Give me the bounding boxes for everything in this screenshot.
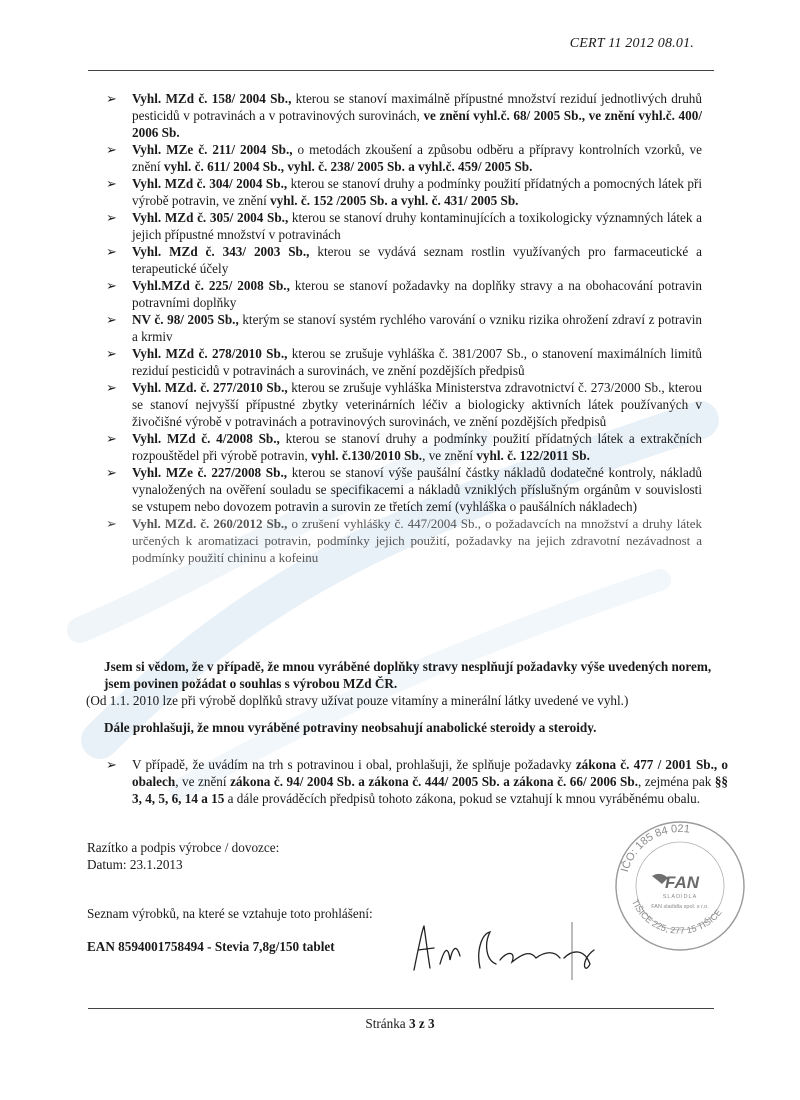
arrow-bullet-icon: ➢: [106, 312, 117, 327]
company-stamp-icon: [612, 818, 748, 954]
packaging-sections: §§ 3, 4, 5, 6, 14 a 15: [132, 774, 728, 806]
product-ean-line: EAN 8594001758494 - Stevia 7,8g/150 tablet: [87, 939, 335, 954]
regulation-text: kterým se stanoví systém rychlého varování o vzniku rizika ohrožení zdraví z potravin a krmiv: [132, 312, 703, 344]
regulation-text: kterou se stanoví druhy a podmínky použití přídatných a pomocných látek při výrobě potravin, ve znění: [132, 176, 702, 208]
header-divider: [88, 70, 714, 71]
arrow-bullet-icon: ➢: [106, 516, 117, 531]
regulation-reference: Vyhl. MZd. č. 260/2012 Sb.,: [132, 516, 288, 531]
regulation-item: [106, 464, 702, 515]
signature-icon: [404, 920, 604, 980]
regulation-text: kterou se stanoví druhy kontaminujících a toxikologicky významných látek a jejich přípustné množství v potravinách: [132, 210, 702, 242]
arrow-bullet-icon: ➢: [106, 757, 118, 772]
arrow-bullet-icon: ➢: [106, 431, 117, 446]
packaging-text: a dále prováděcích předpisů tohoto zákona, pokud se vztahují k mnou vyráběnému obalu.: [224, 791, 701, 806]
arrow-bullet-icon: ➢: [106, 465, 117, 480]
footer-divider: [88, 1008, 714, 1009]
regulation-reference: Vyhl. MZd č. 4/2008 Sb.,: [132, 431, 280, 446]
regulation-item: [106, 311, 702, 345]
date-line: Datum: 23.1.2013: [87, 857, 183, 872]
arrow-bullet-icon: ➢: [106, 176, 117, 191]
regulation-item: [106, 430, 702, 464]
packaging-text: , ve znění: [175, 774, 231, 789]
arrow-bullet-icon: ➢: [106, 244, 117, 259]
arrow-bullet-icon: ➢: [106, 346, 117, 361]
regulation-reference: NV č. 98/ 2005 Sb.,: [132, 312, 239, 327]
steroid-declaration: Dále prohlašuji, že mnou vyráběné potraviny neobsahují anabolické steroidy a steroidy.: [104, 720, 597, 735]
packaging-amendments: zákona č. 94/ 2004 Sb. a zákona č. 444/ 2005 Sb. a zákona č. 66/ 2006 Sb.: [230, 774, 638, 789]
packaging-text: V případě, že uvádím na trh s potravinou i obal, prohlašuji, že splňuje požadavky: [132, 757, 576, 772]
stamp-signature-block: [87, 839, 279, 873]
regulation-reference: Vyhl. MZd č. 304/ 2004 Sb.,: [132, 176, 288, 191]
svg-text:IČO: 185 84 021: [619, 823, 691, 873]
regulation-item: [106, 277, 702, 311]
regulation-text: o metodách zkoušení a způsobu odběru a přípravy kontrolních vzorků, ve znění: [132, 142, 702, 174]
regulation-item: [106, 515, 702, 566]
regulation-reference: vyhl. č. 152 /2005 Sb. a vyhl. č. 431/ 2005 Sb.: [270, 193, 519, 208]
total-pages: 3: [428, 1016, 435, 1031]
regulation-text: kterou se stanoví požadavky na doplňky stravy a na obohacování potravin potravními doplňky: [132, 278, 703, 310]
regulation-text: kterou se zrušuje vyhláška Ministerstva zdravotnictví č. 273/2000 Sb., kterou se stanoví nejvyšší přípustné zbytky veterinárních léčiv a biologicky aktivních látek používaných v živočišné výrobě v potravinách a potravinových surovinách, ve znění pozdějších předpisů: [132, 380, 702, 429]
regulation-text: , ve znění: [422, 448, 477, 463]
arrow-bullet-icon: ➢: [106, 380, 117, 395]
regulation-reference: Vyhl. MZe č. 211/ 2004 Sb.,: [132, 142, 293, 157]
page-word: Stránka: [365, 1016, 406, 1031]
stamp-sub: SLADIDLA: [662, 894, 698, 900]
regulation-item: [106, 90, 702, 141]
regulation-item: [106, 175, 702, 209]
regulation-reference: Vyhl. MZd. č. 277/2010 Sb.,: [132, 380, 288, 395]
stamp-label: Razítko a podpis výrobce / dovozce:: [87, 840, 280, 855]
stamp-city: TIŠICE 225, 277 15 TIŠICE: [629, 897, 724, 936]
stamp-brand: FAN: [665, 873, 699, 892]
regulation-item: [106, 243, 702, 277]
packaging-law: zákona č. 477 / 2001 Sb., o obalech: [132, 757, 728, 789]
arrow-bullet-icon: ➢: [106, 142, 117, 157]
regulation-reference: Vyhl.MZd č. 225/ 2008 Sb.,: [132, 278, 290, 293]
regulation-reference: Vyhl. MZd č. 278/2010 Sb.,: [132, 346, 288, 361]
products-label: Seznam výrobků, na které se vztahuje toto prohlášení:: [87, 906, 373, 921]
regulation-item: [106, 141, 702, 175]
regulation-reference: vyhl. č. 122/2011 Sb.: [476, 448, 590, 463]
page-number: [0, 1016, 800, 1032]
current-page: 3: [408, 1016, 416, 1031]
regulation-reference: vyhl. č.130/2010 Sb.: [311, 448, 423, 463]
regulation-reference: Vyhl. MZd č. 343/ 2003 Sb.,: [132, 244, 310, 259]
arrow-bullet-icon: ➢: [106, 278, 117, 293]
regulation-text: o zrušení vyhlášky č. 447/2004 Sb., o požadavcích na množství a druhy látek určených k aromatizaci potravin, podmínky jejich použití, požadavky na jejich zdravotní nezávadnost a podmínky použití chininu a kofeinu: [132, 516, 702, 565]
declaration-block: [86, 658, 714, 709]
regulation-text: kterou se zrušuje vyhláška č. 381/2007 Sb., o stanovení maximálních limitů reziduí pesticidů v potravinách a surovinách, ve znění pozdějších předpisů: [132, 346, 702, 378]
packaging-text: , zejména pak: [638, 774, 715, 789]
stamp-company: FAN sladidla spol. s r.o.: [651, 904, 709, 910]
regulation-reference: Vyhl. MZd č. 158/ 2004 Sb.,: [132, 91, 292, 106]
regulation-text: kterou se vydává seznam rostlin využívaných pro farmaceutické a terapeutické účely: [132, 244, 703, 276]
arrow-bullet-icon: ➢: [106, 210, 117, 225]
of-word: z: [418, 1016, 425, 1031]
declaration-statement: Jsem si vědom, že v případě, že mnou vyráběné doplňky stravy nesplňují požadavky výše uvedených norem, jsem povinen požádat o souhlas s výrobou MZd ČR.: [104, 659, 712, 691]
regulation-text: kterou se stanoví výše paušální částky nákladů dodatečné kontroly, nákladů vynaložených na ověření souladu se specifikacemi a nákladů vzniklých příslušným orgánům v souvislosti se vstupem nebo dovozem potravin a surovin ze třetích zemí (vyhláška o paušálních nákladech): [132, 465, 703, 514]
regulation-reference: Vyhl. MZe č. 227/2008 Sb.,: [132, 465, 288, 480]
document-code: CERT 11 2012 08.01.: [569, 36, 694, 51]
regulation-item: [106, 345, 702, 379]
regulation-reference: ve znění vyhl.č. 68/ 2005 Sb., ve znění vyhl.č. 400/ 2006 Sb.: [132, 108, 702, 140]
stamp-ico: IČO: 185 84 021: [619, 822, 691, 874]
regulation-text: kterou se stanoví druhy a podmínky použití přídatných látek a extrakčních rozpouštědel při výrobě potravin,: [132, 431, 702, 463]
regulation-item: [106, 209, 702, 243]
packaging-declaration: [106, 756, 728, 807]
regulation-item: [106, 379, 702, 430]
arrow-bullet-icon: ➢: [106, 91, 117, 106]
declaration-note: (Od 1.1. 2010 lze při výrobě doplňků stravy užívat pouze vitamíny a minerální látky uvedené ve vyhl.): [86, 693, 629, 708]
regulation-reference: vyhl. č. 611/ 2004 Sb., vyhl. č. 238/ 2005 Sb. a vyhl.č. 459/ 2005 Sb.: [163, 159, 533, 174]
regulation-reference: Vyhl. MZd č. 305/ 2004 Sb.,: [132, 210, 289, 225]
regulation-text: kterou se stanoví maximálně přípustné množství reziduí jednotlivých druhů pesticidů v potravinách a v potravinových surovinách,: [132, 91, 702, 123]
regulation-list: [106, 90, 702, 566]
